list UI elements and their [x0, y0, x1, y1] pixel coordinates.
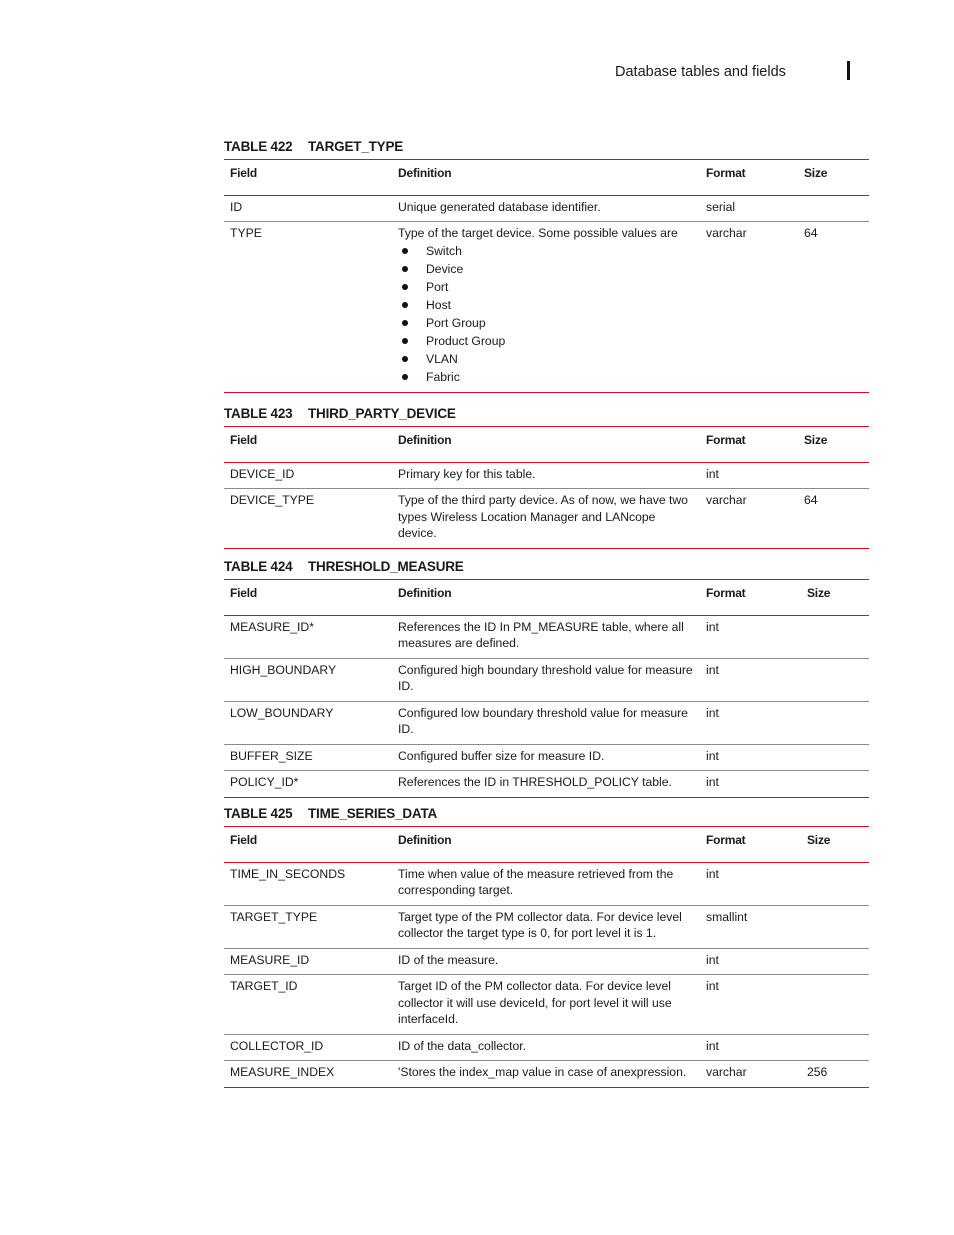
format-cell: int [700, 862, 798, 905]
column-header-format: Format [700, 427, 798, 463]
definition-text: ID of the data_collector. [398, 1038, 527, 1053]
size-cell [798, 744, 869, 771]
column-header-field: Field [224, 160, 392, 196]
definition-cell [392, 771, 700, 798]
value-list [398, 242, 694, 386]
header-row [224, 427, 869, 463]
definition-cell [392, 195, 700, 222]
column-header-field: Field [224, 427, 392, 463]
table-caption [224, 139, 869, 159]
column-header-format: Format [700, 580, 798, 616]
definition-text: Time when value of the measure retrieved from the corresponding target. [398, 866, 674, 897]
header-row [224, 580, 869, 616]
table-number: TABLE 423 [224, 406, 293, 421]
list-item [398, 296, 694, 314]
table-row [224, 462, 869, 489]
column-header-format: Format [700, 160, 798, 196]
table-caption [224, 559, 869, 579]
column-header-size: Size [798, 580, 869, 616]
definition-cell [392, 1034, 700, 1061]
size-cell [798, 195, 869, 222]
definition-cell [392, 862, 700, 905]
field-cell: MEASURE_ID* [224, 615, 392, 658]
field-cell: MEASURE_INDEX [224, 1061, 392, 1088]
table-name: TARGET_TYPE [308, 139, 404, 154]
size-cell: 64 [798, 489, 869, 549]
table-row [224, 862, 869, 905]
field-cell: TARGET_ID [224, 975, 392, 1035]
bullet-icon [402, 248, 408, 254]
definition-text: Target ID of the PM collector data. For device level collector it will use deviceId, for port level it will use interfaceId. [398, 979, 672, 1026]
data-table [224, 579, 869, 798]
bullet-icon [402, 320, 408, 326]
table-424 [224, 559, 869, 798]
table-row [224, 658, 869, 701]
size-cell [798, 462, 869, 489]
size-cell [798, 658, 869, 701]
size-cell [798, 771, 869, 798]
format-cell: varchar [700, 1061, 798, 1088]
format-cell: int [700, 462, 798, 489]
bullet-icon [402, 284, 408, 290]
table-caption [224, 806, 869, 826]
list-item-label: Product Group [426, 333, 506, 348]
table-row [224, 222, 869, 393]
definition-cell [392, 744, 700, 771]
list-item-label: Port [426, 279, 449, 294]
column-header-definition: Definition [392, 580, 700, 616]
table-name: THRESHOLD_MEASURE [308, 559, 464, 574]
column-header-size: Size [798, 160, 869, 196]
field-cell: DEVICE_TYPE [224, 489, 392, 549]
field-cell: COLLECTOR_ID [224, 1034, 392, 1061]
definition-text: Type of the target device. Some possible values are [398, 226, 678, 240]
size-cell [798, 862, 869, 905]
definition-cell [392, 975, 700, 1035]
definition-cell [392, 222, 700, 393]
list-item-label: VLAN [426, 351, 458, 366]
format-cell: int [700, 1034, 798, 1061]
definition-text: Primary key for this table. [398, 466, 536, 481]
field-cell: HIGH_BOUNDARY [224, 658, 392, 701]
definition-text: References the ID In PM_MEASURE table, where all measures are defined. [398, 619, 684, 650]
definition-text: Unique generated database identifier. [398, 199, 601, 214]
format-cell: int [700, 771, 798, 798]
list-item [398, 260, 694, 278]
table-row [224, 744, 869, 771]
table-caption [224, 406, 869, 426]
field-cell: TIME_IN_SECONDS [224, 862, 392, 905]
table-row [224, 905, 869, 948]
table-row [224, 195, 869, 222]
format-cell: int [700, 615, 798, 658]
table-row [224, 1061, 869, 1088]
field-cell: LOW_BOUNDARY [224, 701, 392, 744]
list-item-label: Switch [426, 243, 462, 258]
list-item-label: Fabric [426, 369, 460, 384]
field-cell: BUFFER_SIZE [224, 744, 392, 771]
format-cell: int [700, 658, 798, 701]
definition-cell [392, 615, 700, 658]
header-bar-marker [847, 61, 850, 80]
table-number: TABLE 422 [224, 139, 293, 154]
definition-cell [392, 658, 700, 701]
list-item [398, 332, 694, 350]
table-name: THIRD_PARTY_DEVICE [308, 406, 456, 421]
table-row [224, 975, 869, 1035]
list-item [398, 242, 694, 260]
list-item-label: Device [426, 261, 464, 276]
format-cell: int [700, 948, 798, 975]
format-cell: smallint [700, 905, 798, 948]
list-item-label: Host [426, 297, 452, 312]
list-item [398, 314, 694, 332]
data-table [224, 159, 869, 393]
column-header-field: Field [224, 827, 392, 863]
format-cell: int [700, 744, 798, 771]
bullet-icon [402, 374, 408, 380]
field-cell: POLICY_ID* [224, 771, 392, 798]
definition-text: Configured high boundary threshold value for measure ID. [398, 662, 693, 693]
list-item-label: Port Group [426, 315, 486, 330]
data-table [224, 826, 869, 1088]
table-row [224, 701, 869, 744]
table-425 [224, 806, 869, 1088]
definition-cell [392, 905, 700, 948]
page-header-title: Database tables and fields [615, 64, 786, 80]
size-cell [798, 948, 869, 975]
size-cell [798, 905, 869, 948]
column-header-definition: Definition [392, 827, 700, 863]
format-cell: varchar [700, 222, 798, 393]
field-cell: ID [224, 195, 392, 222]
column-header-definition: Definition [392, 427, 700, 463]
definition-cell [392, 1061, 700, 1088]
size-cell: 64 [798, 222, 869, 393]
column-header-definition: Definition [392, 160, 700, 196]
column-header-size: Size [798, 427, 869, 463]
table-row [224, 771, 869, 798]
size-cell [798, 615, 869, 658]
definition-text: ID of the measure. [398, 952, 499, 967]
definition-text: References the ID in THRESHOLD_POLICY table. [398, 775, 672, 789]
data-table [224, 426, 869, 549]
list-item [398, 368, 694, 386]
field-cell: DEVICE_ID [224, 462, 392, 489]
bullet-icon [402, 338, 408, 344]
definition-text: Target type of the PM collector data. For device level collector the target type is 0, for port level it is 1. [398, 909, 682, 940]
field-cell: TYPE [224, 222, 392, 393]
bullet-icon [402, 302, 408, 308]
header-row [224, 160, 869, 196]
table-422 [224, 139, 869, 393]
column-header-format: Format [700, 827, 798, 863]
table-name: TIME_SERIES_DATA [308, 806, 438, 821]
definition-text: 'Stores the index_map value in case of anexpression. [398, 1065, 687, 1079]
definition-cell [392, 462, 700, 489]
table-number: TABLE 424 [224, 559, 293, 574]
field-cell: TARGET_TYPE [224, 905, 392, 948]
list-item [398, 278, 694, 296]
bullet-icon [402, 266, 408, 272]
size-cell: 256 [798, 1061, 869, 1088]
header-row [224, 827, 869, 863]
size-cell [798, 1034, 869, 1061]
definition-cell [392, 701, 700, 744]
table-row [224, 489, 869, 549]
format-cell: int [700, 701, 798, 744]
bullet-icon [402, 356, 408, 362]
column-header-size: Size [798, 827, 869, 863]
definition-text: Type of the third party device. As of now, we have two types Wireless Location Manager and LANcope device. [398, 493, 688, 540]
definition-text: Configured buffer size for measure ID. [398, 748, 605, 763]
definition-cell [392, 489, 700, 549]
table-423 [224, 406, 869, 549]
definition-cell [392, 948, 700, 975]
size-cell [798, 701, 869, 744]
format-cell: int [700, 975, 798, 1035]
definition-text: Configured low boundary threshold value for measure ID. [398, 705, 688, 736]
column-header-field: Field [224, 580, 392, 616]
size-cell [798, 975, 869, 1035]
table-row [224, 1034, 869, 1061]
format-cell: varchar [700, 489, 798, 549]
table-row [224, 948, 869, 975]
field-cell: MEASURE_ID [224, 948, 392, 975]
table-number: TABLE 425 [224, 806, 293, 821]
list-item [398, 350, 694, 368]
table-row [224, 615, 869, 658]
format-cell: serial [700, 195, 798, 222]
